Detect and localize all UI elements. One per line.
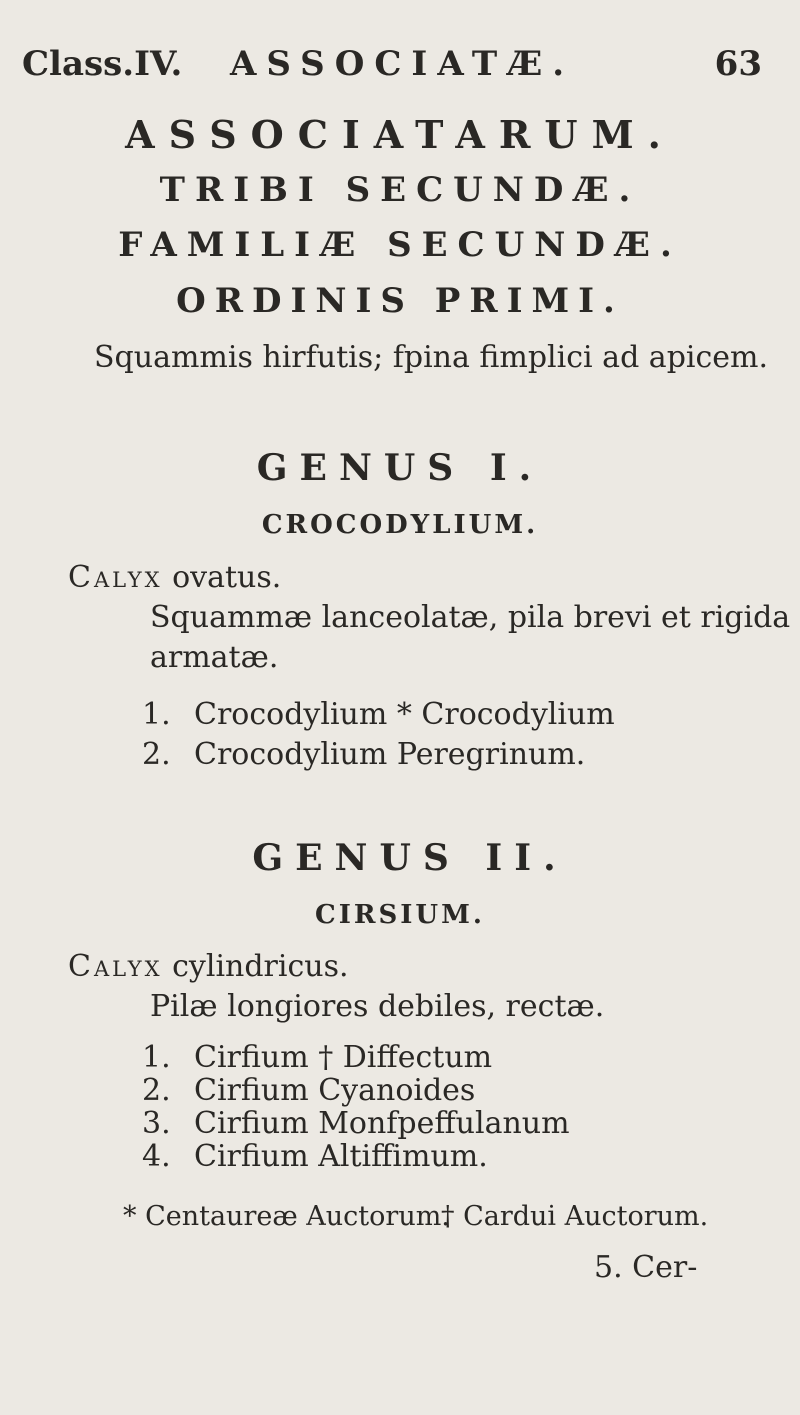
running-head-title: ASSOCIATÆ. <box>230 44 575 84</box>
species-name: Cirfium Monfpeffulanum <box>194 1106 570 1141</box>
species-name: Cirfium Altiffimum. <box>194 1139 488 1174</box>
heading-line-2: TRIBI SECUNDÆ. <box>159 170 641 210</box>
genus-1-name: CROCODYLIUM. <box>261 510 539 540</box>
genus-2-name: CIRSIUM. <box>315 900 485 930</box>
calyx-form: ovatus. <box>172 560 282 595</box>
species-number: 1. <box>142 1040 171 1075</box>
running-head-class: Class.IV. <box>22 44 183 84</box>
footnote-1: * Centaureæ Auctorum. <box>123 1201 450 1232</box>
calyx-form: cylindricus. <box>172 949 349 984</box>
species-number: 2. <box>142 1073 171 1108</box>
genus-1-calyx <box>68 560 281 595</box>
calyx-label: Calyx <box>68 560 163 595</box>
species-name: Cirfium Cyanoides <box>194 1073 476 1108</box>
heading-line-1: ASSOCIATARUM. <box>125 112 675 157</box>
species-item <box>142 697 615 732</box>
species-number: 4. <box>142 1139 171 1174</box>
species-name: Crocodylium * Crocodylium <box>194 697 615 732</box>
running-head <box>22 44 782 84</box>
species-item <box>142 1106 570 1141</box>
genus-1-calyx-desc-1: Squammæ lanceolatæ, pila brevi et rigida <box>150 600 791 635</box>
species-name: Crocodylium Peregrinum. <box>194 737 586 772</box>
catchword: 5. Cer- <box>594 1250 698 1285</box>
genus-2-calyx <box>68 949 349 984</box>
heading-line-4: ORDINIS PRIMI. <box>176 281 624 321</box>
species-item <box>142 1139 488 1174</box>
calyx-label: Calyx <box>68 949 163 984</box>
species-item <box>142 1040 492 1075</box>
species-number: 2. <box>142 737 171 772</box>
species-number: 1. <box>142 697 171 732</box>
genus-1-calyx-desc-2: armatæ. <box>150 640 279 675</box>
species-item <box>142 1073 475 1108</box>
genus-1-title: GENUS I. <box>256 447 544 489</box>
footnote-2: † Cardui Auctorum. <box>441 1201 709 1232</box>
genus-2-title: GENUS II. <box>252 837 568 879</box>
order-description: Squammis hirfutis; fpina fimplici ad apicem. <box>94 340 769 375</box>
species-number: 3. <box>142 1106 171 1141</box>
heading-line-3: FAMILIÆ SECUNDÆ. <box>118 225 682 265</box>
species-name: Cirfium † Diffectum <box>194 1040 493 1075</box>
genus-2-calyx-desc: Pilæ longiores debiles, rectæ. <box>150 989 605 1024</box>
page-number: 63 <box>714 44 762 84</box>
species-item <box>142 737 585 772</box>
